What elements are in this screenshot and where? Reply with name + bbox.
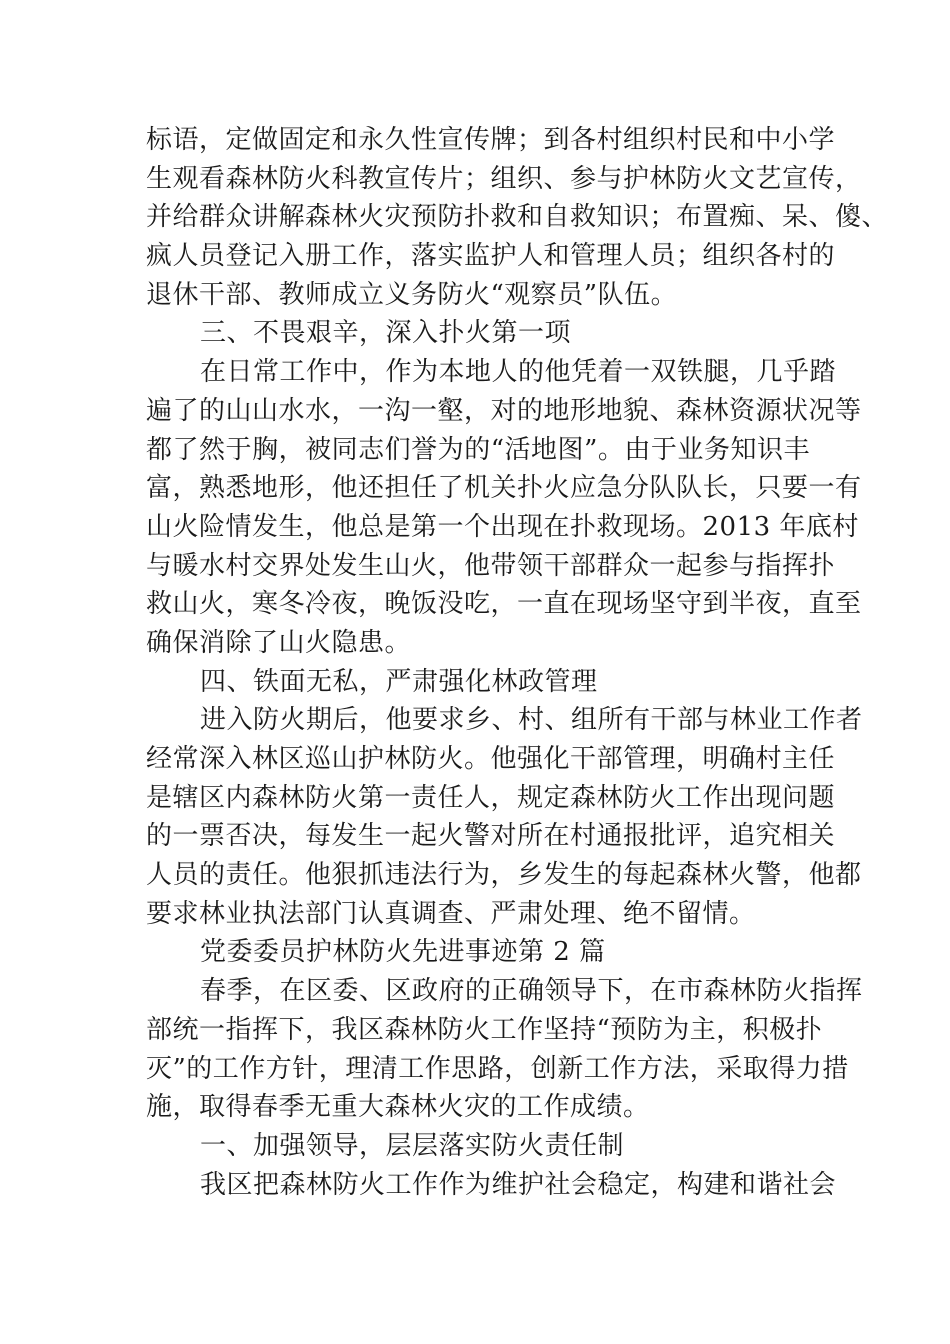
text-line: 党委委员护林防火先进事迹第 2 篇 [200,937,606,968]
text-line: 经常深入林区巡山护林防火。他强化干部管理，明确村主任 [146,744,836,774]
text-line: 山火险情发生，他总是第一个出现在扑救现场。2013 年底村 [146,511,859,542]
text-line: 并给群众讲解森林火灾预防扑救和自救知识；布置痴、呆、傻、 [146,202,889,233]
text-line: 灭”的工作方针，理清工作思路，创新工作方法，采取得力措 [146,1053,849,1084]
text-line: 遍了的山山水水，一沟一壑，对的地形地貌、森林资源状况等 [146,395,862,426]
text-line: 与暖水村交界处发生山火，他带领干部群众一起参与指挥扑 [146,550,836,581]
text-line: 人员的责任。他狠抓违法行为，乡发生的每起森林火警，他都 [146,860,862,891]
text-line: 在日常工作中，作为本地人的他凭着一双铁腿，几乎踏 [200,357,837,388]
text-line: 进入防火期后，他要求乡、村、组所有干部与林业工作者 [200,705,863,736]
text-line: 施，取得春季无重大森林火灾的工作成绩。 [146,1092,650,1123]
text-line: 四、铁面无私，严肃强化林政管理 [200,666,598,697]
text-line: 要求林业执法部门认真调查、严肃处理、绝不留情。 [146,898,756,929]
text-line: 标语，定做固定和永久性宣传牌；到各村组织村民和中小学 [146,125,836,155]
text-line: 我区把森林防火工作作为维护社会稳定，构建和谐社会 [200,1169,837,1200]
text-line: 生观看森林防火科教宣传片；组织、参与护林防火文艺宣传， [146,163,862,194]
text-line: 一、加强领导，层层落实防火责任制 [200,1130,625,1161]
text-line: 三、不畏艰辛，深入扑火第一项 [200,318,572,349]
text-line: 春季，在区委、区政府的正确领导下，在市森林防火指挥 [200,976,863,1007]
text-line: 的一票否决，每发生一起火警对所在村通报批评，追究相关 [146,821,836,852]
text-line: 救山火，寒冬冷夜，晚饭没吃，一直在现场坚守到半夜，直至 [146,589,862,620]
text-line: 都了然于胸，被同志们誉为的“活地图”。由于业务知识丰 [146,434,810,465]
document-page [146,121,889,1204]
text-line: 确保消除了山火隐患。 [146,627,412,658]
text-line: 部统一指挥下，我区森林防火工作坚持“预防为主，积极扑 [146,1014,823,1045]
text-line: 疯人员登记入册工作，落实监护人和管理人员；组织各村的 [146,241,836,272]
text-line: 是辖区内森林防火第一责任人，规定森林防火工作出现问题 [146,782,836,813]
text-line: 退休干部、教师成立义务防火“观察员”队伍。 [146,279,678,310]
text-line: 富，熟悉地形，他还担任了机关扑火应急分队队长，只要一有 [146,473,862,504]
